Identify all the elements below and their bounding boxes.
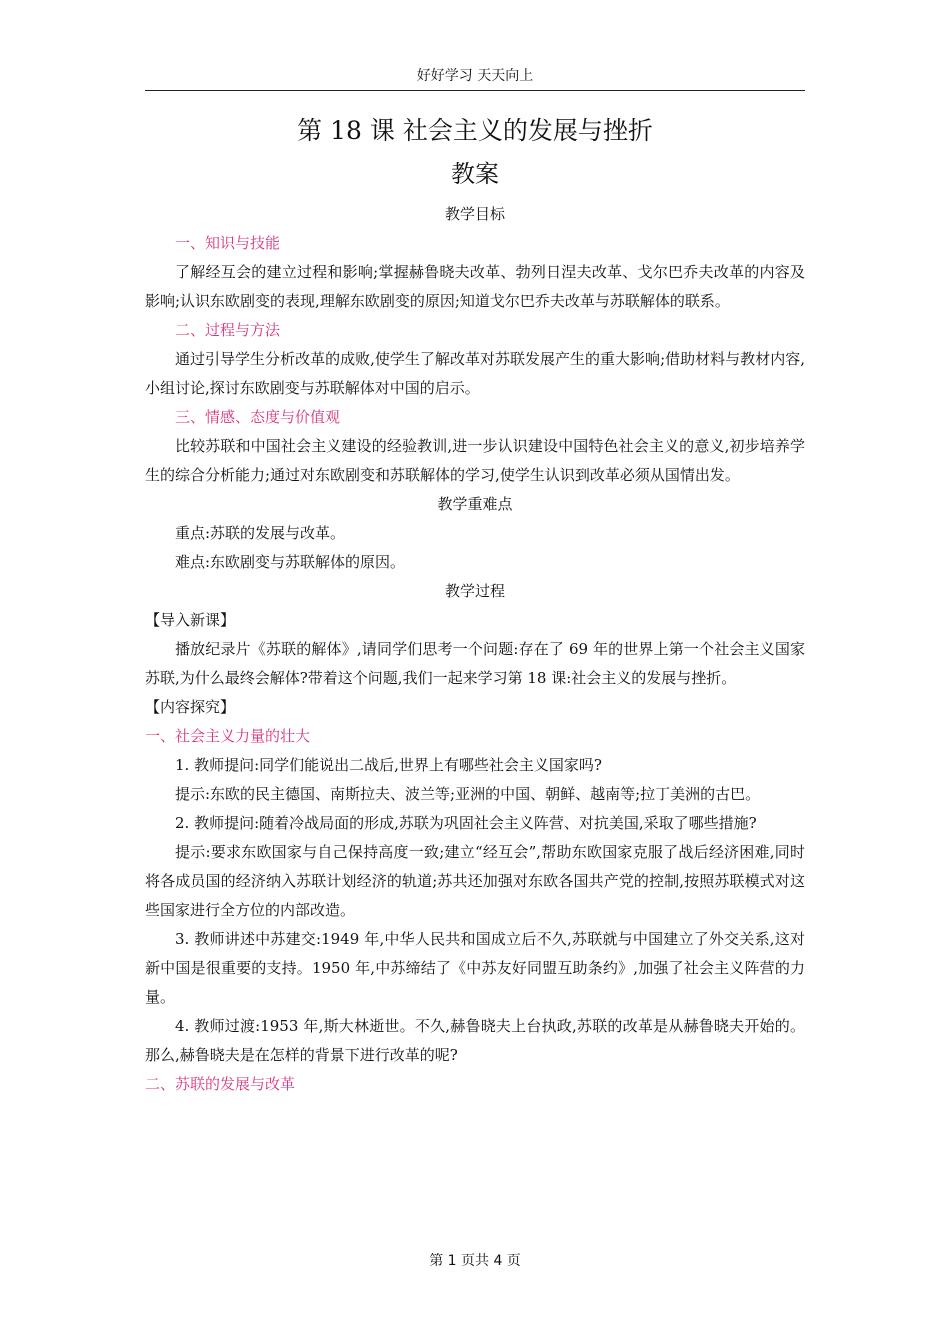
section-process-heading: 二、过程与方法 xyxy=(175,321,281,339)
intro-label: 【导入新课】 xyxy=(145,611,236,629)
difficult-point: 难点:东欧剧变与苏联解体的原因。 xyxy=(175,553,406,571)
section-values-heading: 三、情感、态度与价值观 xyxy=(175,408,341,426)
section-knowledge-heading: 一、知识与技能 xyxy=(175,234,281,252)
answer-2: 提示:要求东欧国家与自己保持高度一致;建立“经互会”,帮助东欧国家克服了战后经济困难,同时将各成员国的经济纳入苏联计划经济的轨道;苏共还加强对东欧各国共产党的控制,按照苏联模式对这些国家进行全方位的内部改造。 xyxy=(145,843,805,919)
question-2: 2. 教师提问:随着冷战局面的形成,苏联为巩固社会主义阵营、对抗美国,采取了哪些措施? xyxy=(175,814,757,832)
section-values-text: 比较苏联和中国社会主义建设的经验教训,进一步认识建设中国特色社会主义的意义,初步培养学生的综合分析能力;通过对东欧剧变和苏联解体的学习,使学生认识到改革必须从国情出发。 xyxy=(145,437,805,484)
lesson-subtitle: 教案 xyxy=(451,160,499,188)
part2-heading: 二、苏联的发展与改革 xyxy=(145,1075,296,1093)
part1-heading: 一、社会主义力量的壮大 xyxy=(145,727,311,745)
key-points-heading: 教学重难点 xyxy=(437,495,513,513)
section-process-text: 通过引导学生分析改革的成败,使学生了解改革对苏联发展产生的重大影响;借助材料与教材内容,小组讨论,探讨东欧剧变与苏联解体对中国的启示。 xyxy=(145,350,805,397)
document-body xyxy=(145,112,805,1099)
process-heading: 教学过程 xyxy=(444,582,505,600)
page-header: 好好学习 天天向上 xyxy=(145,66,805,91)
lesson-title: 第 18 课 社会主义的发展与挫折 xyxy=(297,116,653,145)
explore-label: 【内容探究】 xyxy=(145,698,236,716)
page-footer: 第 1 页共 4 页 xyxy=(429,1253,521,1269)
intro-text: 播放纪录片《苏联的解体》,请同学们思考一个问题:存在了 69 年的世界上第一个社会主义国家苏联,为什么最终会解体?带着这个问题,我们一起来学习第 18 课:社会主义的发展与挫折。 xyxy=(145,640,805,687)
section-knowledge-text: 了解经互会的建立过程和影响;掌握赫鲁晓夫改革、勃列日涅夫改革、戈尔巴乔夫改革的内容及影响;认识东欧剧变的表现,理解东欧剧变的原因;知道戈尔巴乔夫改革与苏联解体的联系。 xyxy=(145,263,805,310)
key-point: 重点:苏联的发展与改革。 xyxy=(175,524,346,542)
paragraph-4: 4. 教师过渡:1953 年,斯大林逝世。不久,赫鲁晓夫上台执政,苏联的改革是从赫鲁晓夫开始的。那么,赫鲁晓夫是在怎样的背景下进行改革的呢? xyxy=(145,1017,805,1064)
question-1: 1. 教师提问:同学们能说出二战后,世界上有哪些社会主义国家吗? xyxy=(175,756,602,774)
objectives-heading: 教学目标 xyxy=(444,205,505,223)
paragraph-3: 3. 教师讲述中苏建交:1949 年,中华人民共和国成立后不久,苏联就与中国建立了外交关系,这对新中国是很重要的支持。1950 年,中苏缔结了《中苏友好同盟互助条约》,加强了社会主义阵营的力量。 xyxy=(145,930,805,1006)
answer-1: 提示:东欧的民主德国、南斯拉夫、波兰等;亚洲的中国、朝鲜、越南等;拉丁美洲的古巴。 xyxy=(175,785,761,803)
